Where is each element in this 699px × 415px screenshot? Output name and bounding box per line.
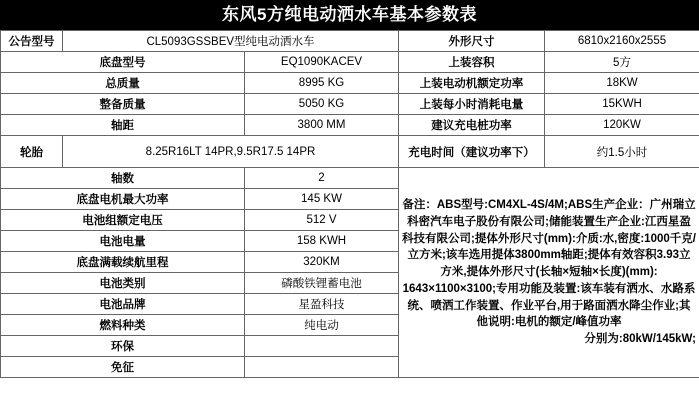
row-value-emission xyxy=(245,336,399,357)
row-value-tax-exemption xyxy=(245,357,399,378)
row-label-wheelbase: 轴距 xyxy=(1,115,245,136)
table-row xyxy=(1,52,699,73)
remarks-text: 备注：ABS型号:CM4XL-4S/4M;ABS生产企业：广州瑞立科密汽车电子股份有限公司;储能装置生产企业:江西星盈科技有限公司;提体外形尺寸(mm):介质:水,密度:1000千克/立方米;该车选用提体3800mm轴距;提体有效容积3.93立方米,提体外形尺寸(长轴×短轴×长度)(mm): 1643×1100×3100;专用功能及装置:该车装有洒水、水路系统、喷洒工作装置、作业平台,用于路面洒水降尘作业;其他说明:电机的额定/峰值功率 xyxy=(402,199,696,329)
row-label-curb-mass: 整备质量 xyxy=(1,94,245,115)
row-label-axles: 轴数 xyxy=(1,168,245,189)
row-value-charging-time: 约1.5小时 xyxy=(545,136,699,168)
row-label-charger-power: 建议充电桩功率 xyxy=(399,115,545,136)
remarks-cell xyxy=(399,168,699,378)
row-label-dimensions: 外形尺寸 xyxy=(399,31,545,52)
table-row xyxy=(1,31,699,52)
row-label-chassis-motor-power: 底盘电机最大功率 xyxy=(1,189,245,210)
row-value-battery-voltage: 512 V xyxy=(245,210,399,231)
row-value-model: CL5093GSSBEV型纯电动洒水车 xyxy=(63,31,399,52)
row-value-gross-mass: 8995 KG xyxy=(245,73,399,94)
row-value-wheelbase: 3800 MM xyxy=(245,115,399,136)
row-label-emission: 环保 xyxy=(1,336,245,357)
table-row xyxy=(1,168,699,189)
row-value-fuel-type: 纯电动 xyxy=(245,315,399,336)
table-row xyxy=(1,115,699,136)
table-row xyxy=(1,136,699,168)
row-value-battery-capacity: 158 KWH xyxy=(245,231,399,252)
row-value-chassis-motor-power: 145 KW xyxy=(245,189,399,210)
spec-table xyxy=(0,30,699,378)
row-label-fuel-type: 燃料种类 xyxy=(1,315,245,336)
row-value-range: 320KM xyxy=(245,252,399,273)
row-value-axles: 2 xyxy=(245,168,399,189)
row-label-upper-motor-power: 上装电动机额定功率 xyxy=(399,73,545,94)
row-value-upper-motor-power: 18KW xyxy=(545,73,699,94)
row-value-charger-power: 120KW xyxy=(545,115,699,136)
row-value-dimensions: 6810x2160x2555 xyxy=(545,31,699,52)
row-label-battery-type: 电池类别 xyxy=(1,273,245,294)
row-label-hourly-consumption: 上装每小时消耗电量 xyxy=(399,94,545,115)
row-value-battery-type: 磷酸铁锂蓄电池 xyxy=(245,273,399,294)
row-value-curb-mass: 5050 KG xyxy=(245,94,399,115)
table-row xyxy=(1,94,699,115)
row-label-model: 公告型号 xyxy=(1,31,63,52)
row-value-chassis-model: EQ1090KACEV xyxy=(245,52,399,73)
row-value-hourly-consumption: 15KWH xyxy=(545,94,699,115)
row-value-tyres: 8.25R16LT 14PR,9.5R17.5 14PR xyxy=(63,136,399,168)
row-label-tyres: 轮胎 xyxy=(1,136,63,168)
row-label-tank-volume: 上装容积 xyxy=(399,52,545,73)
row-label-battery-voltage: 电池组额定电压 xyxy=(1,210,245,231)
row-label-battery-capacity: 电池电量 xyxy=(1,231,245,252)
table-row xyxy=(1,73,699,94)
row-label-gross-mass: 总质量 xyxy=(1,73,245,94)
row-value-tank-volume: 5方 xyxy=(545,52,699,73)
row-label-chassis-model: 底盘型号 xyxy=(1,52,245,73)
page-title: 东风5方纯电动洒水车基本参数表 xyxy=(0,0,699,30)
remarks-last-line: 分别为:80kW/145kW; xyxy=(584,332,696,345)
row-label-range: 底盘满载续航里程 xyxy=(1,252,245,273)
row-label-charging-time: 充电时间（建议功率下） xyxy=(399,136,545,168)
row-label-battery-brand: 电池品牌 xyxy=(1,294,245,315)
row-value-battery-brand: 星盈科技 xyxy=(245,294,399,315)
row-label-tax-exemption: 免征 xyxy=(1,357,245,378)
